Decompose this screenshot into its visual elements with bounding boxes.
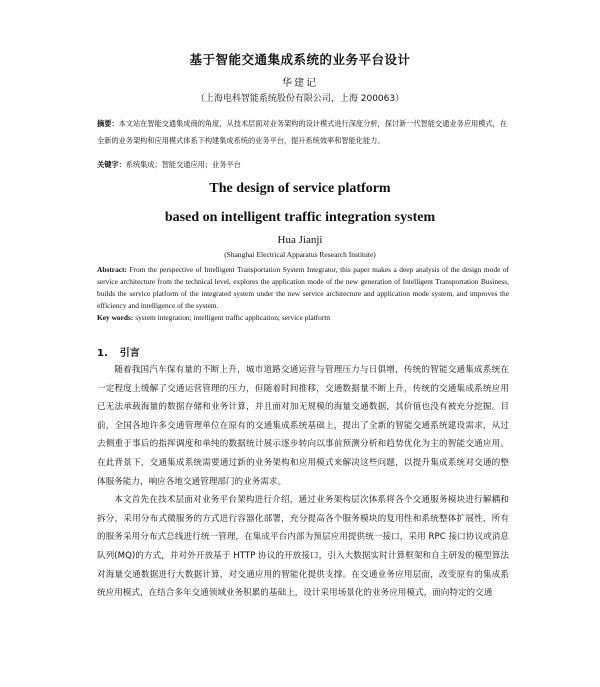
paragraph-2: 本文首先在技术层面对业务平台架构进行介绍，通过业务架构层次体系将各个交通服务模块进行解耦和拆分，采用分布式微服务的方式进行容器化部署，充分提高各个服务模块的复用性和系统整体扩展性，所有的服务采用分布式总线进行统一管理，在集成平台内部为预层应用提供统一接口，采用 RPC 接口协议或消息队列(MQ)的方式，并对外开放基于 HTTP 协议的开放接口，引入大数据实时计算框架和自主研发的模型算法对海量交通数据进行大数据计算，对交通应用的智能化提供支撑。在交通业务应用层面，改变原有的集成系统应用模式，在结合多年交通领域业务积累的基础上，设计采用场景化的业务应用模式，面向特定的交通 — [97, 495, 509, 599]
english-abstract-text: From the perspective of Intelligent Transportation System Integrator, this paper makes a deep analysis of the design mode of service architecture from the technical level, explores the application mode of the new generation of Intelligent Transportation Business, builds the service platform of the integrated system under the new service architecture and application mode system, and improves the efficiency and intelligence of the system. — [97, 265, 509, 311]
paragraph-1: 随着我国汽车保有量的不断上升，城市道路交通运营与管理压力与日俱增，传统的智能交通集成系统在一定程度上缓解了交通运营管理的压力，但随着时间推移，交通数据量不断上升，传统的交通集成系统应用已无法承载海量的数据存储和业务计算，并且面对加无规模的海量交通数据，其价值也没有被充分挖掘。目前，全国各地许多交通管理单位在原有的交通集成系统基础上，提出了全新的智能交通系统建设需求，从过去侧重于事后的指挥调度和单纯的数据统计展示逐步转向以事前预测分析和趋势优化为主的智能交通应用。在此背景下，交通集成系统需要通过新的业务架构和应用模式来解决这些问题，以提升集成系统对交通的整体服务能力，响应各地交通管理部门的业务需求。 — [97, 365, 509, 487]
section-number: 1. — [97, 348, 108, 359]
body-text — [97, 361, 509, 603]
chinese-title: 基于智能交通集成系统的业务平台设计 — [189, 52, 411, 67]
english-title-line1: The design of service platform — [209, 181, 391, 196]
section-heading — [97, 344, 152, 359]
chinese-keywords — [97, 159, 507, 171]
english-abstract-label: Abstract: — [97, 265, 127, 274]
chinese-affiliation: （上海电科智能系统股份有限公司，上海 200063） — [195, 94, 405, 104]
english-abstract — [97, 264, 509, 324]
english-title-line2: based on intelligent traffic integration system — [164, 210, 436, 225]
chinese-keywords-label: 关键字： — [97, 160, 126, 169]
section-title: 引言 — [119, 348, 140, 359]
english-keywords-text: system integration; intelligent traffic application; service platform — [135, 313, 331, 323]
chinese-abstract — [97, 115, 507, 150]
english-keywords-label: Key words: — [97, 313, 134, 323]
english-author: Hua Jianji — [277, 234, 323, 246]
chinese-author: 华建记 — [282, 78, 318, 89]
english-affiliation: (Shanghai Electrical Apparatus Research Institute) — [224, 250, 376, 259]
chinese-abstract-label: 摘要： — [97, 119, 119, 128]
chinese-abstract-text: 本文站在智能交通集成商的角度，从技术层面对业务架构的设计模式进行深度分析，探讨新一代智能交通业务应用模式，在全新的业务架构和应用模式体系下构建集成系统的业务平台，提升系统效率和智能化能力。 — [97, 119, 507, 146]
chinese-keywords-text: 系统集成；智能交通应用；业务平台 — [125, 160, 241, 169]
